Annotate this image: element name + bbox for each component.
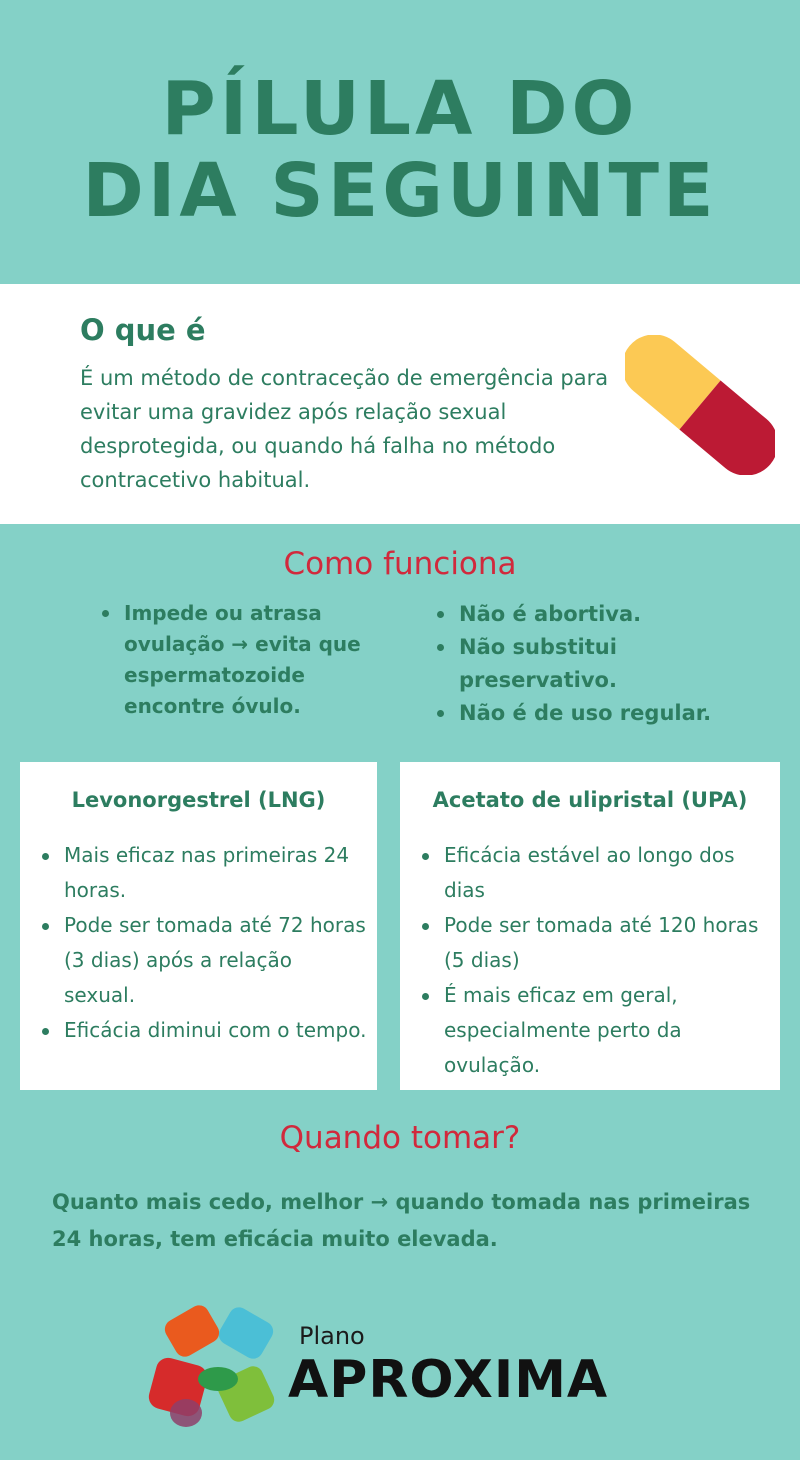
when-description: Quanto mais cedo, melhor → quando tomada nas primeiras 24 horas, tem eficácia muito elevada. [52,1190,751,1251]
logo-plano-text: Plano [299,1322,365,1350]
how-left-list [100,598,380,722]
lng-card-title: Levonorgestrel (LNG) [71,788,326,812]
page-title [0,68,800,232]
what-description: É um método de contraceção de emergência para evitar uma gravidez após relação sexual desprotegida, ou quando há falha no método contracetivo habitual. [80,366,609,492]
title-line-1: PÍLULA DO [161,66,639,152]
lng-list [40,838,367,1048]
list-item: Não substitui preservativo. [435,631,785,697]
upa-list [420,838,770,1083]
list-item: Pode ser tomada até 72 horas (3 dias) após a relação sexual. [40,908,367,1013]
list-item: Não é de uso regular. [435,697,785,730]
list-item: Pode ser tomada até 120 horas (5 dias) [420,908,770,978]
list-item: É mais eficaz em geral, especialmente perto da ovulação. [420,978,770,1083]
list-item: Eficácia estável ao longo dos dias [420,838,770,908]
list-item: Não é abortiva. [435,598,785,631]
how-right-list [435,598,785,730]
pill-icon [625,335,775,475]
plano-aproxima-logo-icon [148,1305,280,1433]
how-heading: Como funciona [283,546,517,582]
upa-card-title: Acetato de ulipristal (UPA) [432,788,748,812]
list-item: Impede ou atrasa ovulação → evita que espermatozoide encontre óvulo. [100,598,380,722]
upa-card [400,762,780,1090]
list-item: Eficácia diminui com o tempo. [40,1013,367,1048]
what-heading: O que é [80,313,206,347]
lng-card [20,762,377,1090]
when-heading: Quando tomar? [279,1120,521,1156]
logo-aproxima-text: APROXIMA [288,1350,609,1410]
list-item: Mais eficaz nas primeiras 24 horas. [40,838,367,908]
title-line-2: DIA SEGUINTE [82,148,718,234]
